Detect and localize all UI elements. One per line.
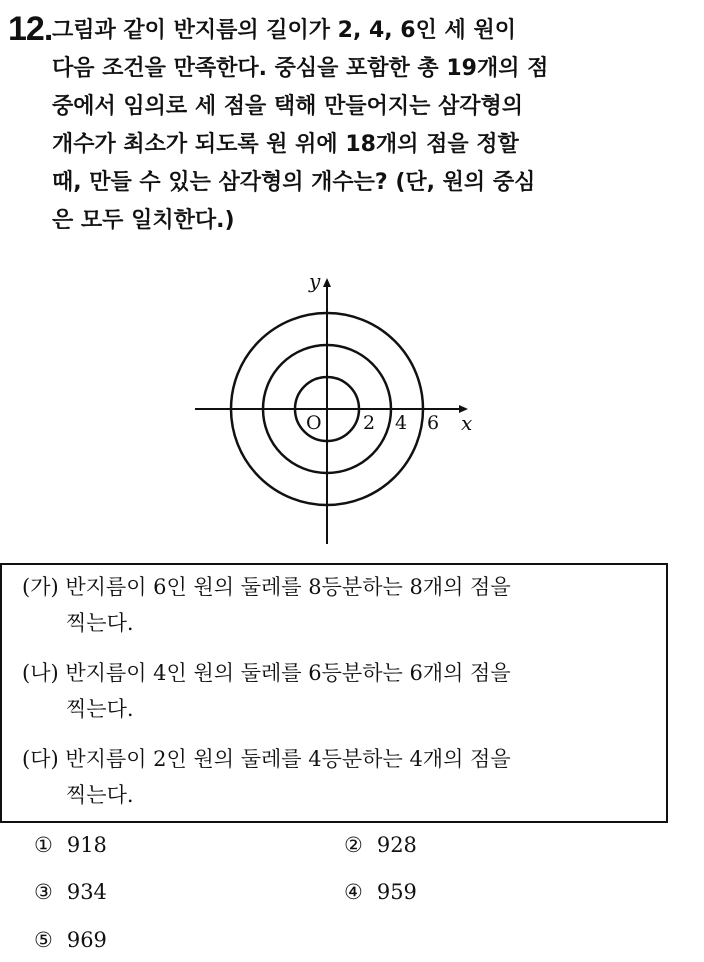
radius-label-6: 6 [427, 412, 440, 434]
question-text [52, 12, 682, 240]
choice-5[interactable] [34, 928, 107, 952]
radius-label-4: 4 [395, 412, 408, 434]
choice-marker: ④ [344, 880, 363, 904]
choice-1[interactable] [34, 833, 107, 857]
y-axis-label: y [309, 269, 321, 293]
condition-da [22, 741, 662, 813]
choice-value: 928 [376, 833, 417, 857]
choice-marker: ① [34, 833, 53, 857]
choice-2[interactable] [344, 833, 417, 857]
concentric-circles-figure [185, 268, 485, 548]
radius-label-2: 2 [363, 412, 376, 434]
condition-line: (다) 반지름이 2인 원의 둘레를 4등분하는 4개의 점을 [22, 747, 511, 771]
choice-marker: ⑤ [34, 928, 53, 952]
question-line: 중에서 임의로 세 점을 택해 만들어지는 삼각형의 [52, 94, 523, 119]
choice-3[interactable] [34, 880, 107, 904]
question-number: 12. [8, 10, 53, 48]
choice-4[interactable] [344, 880, 417, 904]
condition-line: 찍는다. [66, 783, 134, 807]
question-line: 개수가 최소가 되도록 원 위에 18개의 점을 정할 [52, 132, 519, 157]
choice-marker: ③ [34, 880, 53, 904]
choice-marker: ② [344, 833, 363, 857]
question-line: 그림과 같이 반지름의 길이가 2, 4, 6인 세 원이 [52, 18, 516, 43]
choice-value: 934 [66, 880, 107, 904]
origin-label: O [306, 412, 322, 434]
x-axis-label: x [461, 411, 473, 435]
choice-value: 959 [376, 880, 417, 904]
choice-value: 969 [66, 928, 107, 952]
condition-line: 찍는다. [66, 611, 134, 635]
y-axis-arrow [323, 278, 331, 287]
question-line: 때, 만들 수 있는 삼각형의 개수는? (단, 원의 중심 [52, 170, 536, 195]
condition-line: 찍는다. [66, 697, 134, 721]
question-line: 은 모두 일치한다.) [52, 208, 235, 233]
condition-line: (나) 반지름이 4인 원의 둘레를 6등분하는 6개의 점을 [22, 661, 511, 685]
condition-ga [22, 569, 662, 641]
choice-value: 918 [66, 833, 107, 857]
question-line: 다음 조건을 만족한다. 중심을 포함한 총 19개의 점 [52, 56, 549, 81]
conditions-box [0, 563, 668, 823]
condition-na [22, 655, 662, 727]
condition-line: (가) 반지름이 6인 원의 둘레를 8등분하는 8개의 점을 [22, 575, 511, 599]
